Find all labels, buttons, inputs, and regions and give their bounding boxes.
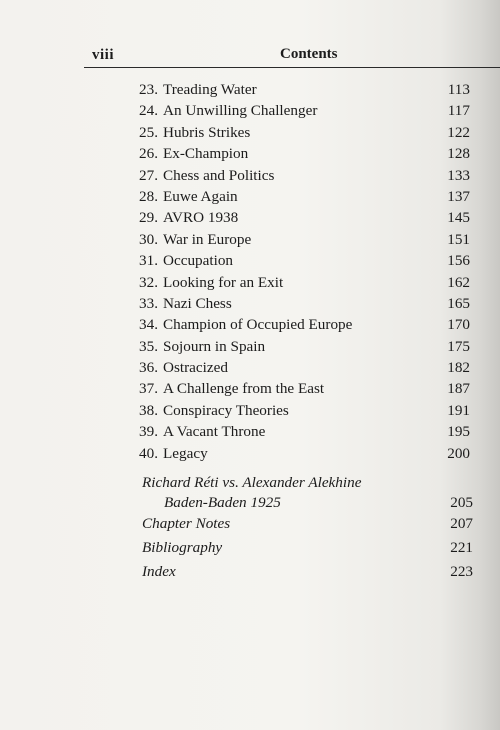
notes-title: Chapter Notes bbox=[142, 515, 231, 532]
bibliography-title: Bibliography bbox=[142, 539, 223, 556]
toc-entry bbox=[139, 272, 472, 293]
notes-page: 207 bbox=[450, 515, 473, 532]
chapter-page: 122 bbox=[447, 123, 470, 141]
chapter-number: 31. bbox=[139, 252, 158, 270]
chapter-title: An Unwilling Challenger bbox=[163, 102, 318, 120]
back-matter-bibliography bbox=[142, 538, 473, 558]
game-title-line2: Baden-Baden 1925 bbox=[164, 494, 281, 511]
toc-entry bbox=[139, 122, 472, 143]
chapter-page: 113 bbox=[447, 81, 470, 98]
chapter-number: 38. bbox=[139, 401, 158, 419]
index-page: 223 bbox=[450, 563, 473, 580]
chapter-number: 26. bbox=[139, 145, 158, 163]
chapter-number: 37. bbox=[139, 380, 158, 398]
chapter-number: 40. bbox=[139, 444, 158, 462]
chapter-number: 34. bbox=[139, 316, 158, 334]
toc-entry bbox=[139, 400, 472, 421]
game-page: 205 bbox=[450, 494, 473, 511]
toc-entry bbox=[139, 186, 472, 207]
chapter-page: 195 bbox=[447, 423, 470, 441]
toc-entry bbox=[139, 378, 472, 399]
chapter-page: 128 bbox=[447, 145, 470, 163]
toc-entry bbox=[139, 421, 472, 442]
back-matter-index bbox=[142, 562, 473, 582]
page-number: viii bbox=[92, 47, 115, 63]
running-head: Contents bbox=[280, 46, 338, 62]
toc-entry bbox=[139, 100, 472, 121]
toc-entry bbox=[139, 336, 472, 357]
chapter-number: 24. bbox=[139, 102, 158, 120]
chapter-page: 151 bbox=[447, 230, 470, 248]
chapter-title: War in Europe bbox=[163, 230, 252, 248]
toc-entry bbox=[139, 314, 472, 335]
toc-list bbox=[139, 79, 472, 464]
chapter-title: Euwe Again bbox=[163, 187, 238, 205]
toc-entry bbox=[139, 165, 472, 186]
chapter-page: 165 bbox=[447, 294, 470, 312]
chapter-number: 23. bbox=[139, 81, 158, 98]
toc-entry bbox=[139, 357, 472, 378]
chapter-number: 32. bbox=[139, 273, 158, 291]
chapter-number: 35. bbox=[139, 337, 158, 355]
chapter-title: Champion of Occupied Europe bbox=[163, 316, 353, 334]
chapter-page: 145 bbox=[447, 209, 470, 227]
chapter-page: 187 bbox=[447, 380, 470, 398]
chapter-page: 182 bbox=[447, 359, 470, 377]
chapter-number: 39. bbox=[139, 423, 158, 441]
chapter-page: 175 bbox=[447, 337, 470, 355]
chapter-title: Legacy bbox=[163, 444, 208, 462]
page-header bbox=[84, 47, 500, 67]
index-title: Index bbox=[142, 563, 176, 580]
chapter-title: Sojourn in Spain bbox=[163, 337, 266, 355]
chapter-number: 33. bbox=[139, 294, 158, 312]
header-rule bbox=[84, 67, 500, 68]
back-matter-notes bbox=[142, 514, 473, 534]
chapter-number: 29. bbox=[139, 209, 158, 227]
chapter-title: A Vacant Throne bbox=[163, 423, 266, 441]
chapter-title: AVRO 1938 bbox=[163, 209, 239, 227]
chapter-title: Chess and Politics bbox=[163, 166, 275, 184]
chapter-title: A Challenge from the East bbox=[163, 380, 325, 398]
toc-entry bbox=[139, 79, 472, 100]
chapter-page: 137 bbox=[447, 187, 470, 205]
chapter-page: 191 bbox=[447, 401, 470, 419]
chapter-number: 36. bbox=[139, 359, 158, 377]
toc-entry bbox=[139, 250, 472, 271]
chapter-page: 200 bbox=[447, 444, 470, 462]
toc-entry bbox=[139, 293, 472, 314]
chapter-page: 170 bbox=[447, 316, 470, 334]
chapter-title: Ostracized bbox=[163, 359, 228, 377]
back-matter-game bbox=[142, 473, 473, 513]
toc-entry bbox=[139, 443, 472, 464]
chapter-page: 162 bbox=[447, 273, 470, 291]
chapter-title: Treading Water bbox=[163, 81, 257, 98]
toc-entry bbox=[139, 207, 472, 228]
chapter-title: Conspiracy Theories bbox=[163, 401, 289, 419]
chapter-page: 117 bbox=[447, 102, 470, 120]
game-title-line1: Richard Réti vs. Alexander Alekhine bbox=[142, 474, 362, 491]
chapter-number: 25. bbox=[139, 123, 158, 141]
chapter-title: Occupation bbox=[163, 252, 234, 270]
toc-entry bbox=[139, 229, 472, 250]
chapter-number: 28. bbox=[139, 187, 158, 205]
chapter-title: Nazi Chess bbox=[163, 294, 232, 312]
chapter-page: 133 bbox=[447, 166, 470, 184]
chapter-page: 156 bbox=[447, 252, 470, 270]
chapter-number: 27. bbox=[139, 166, 158, 184]
chapter-number: 30. bbox=[139, 230, 158, 248]
chapter-title: Hubris Strikes bbox=[163, 123, 251, 141]
toc-entry bbox=[139, 143, 472, 164]
bibliography-page: 221 bbox=[450, 539, 473, 556]
chapter-title: Looking for an Exit bbox=[163, 273, 284, 291]
chapter-title: Ex-Champion bbox=[163, 145, 249, 163]
